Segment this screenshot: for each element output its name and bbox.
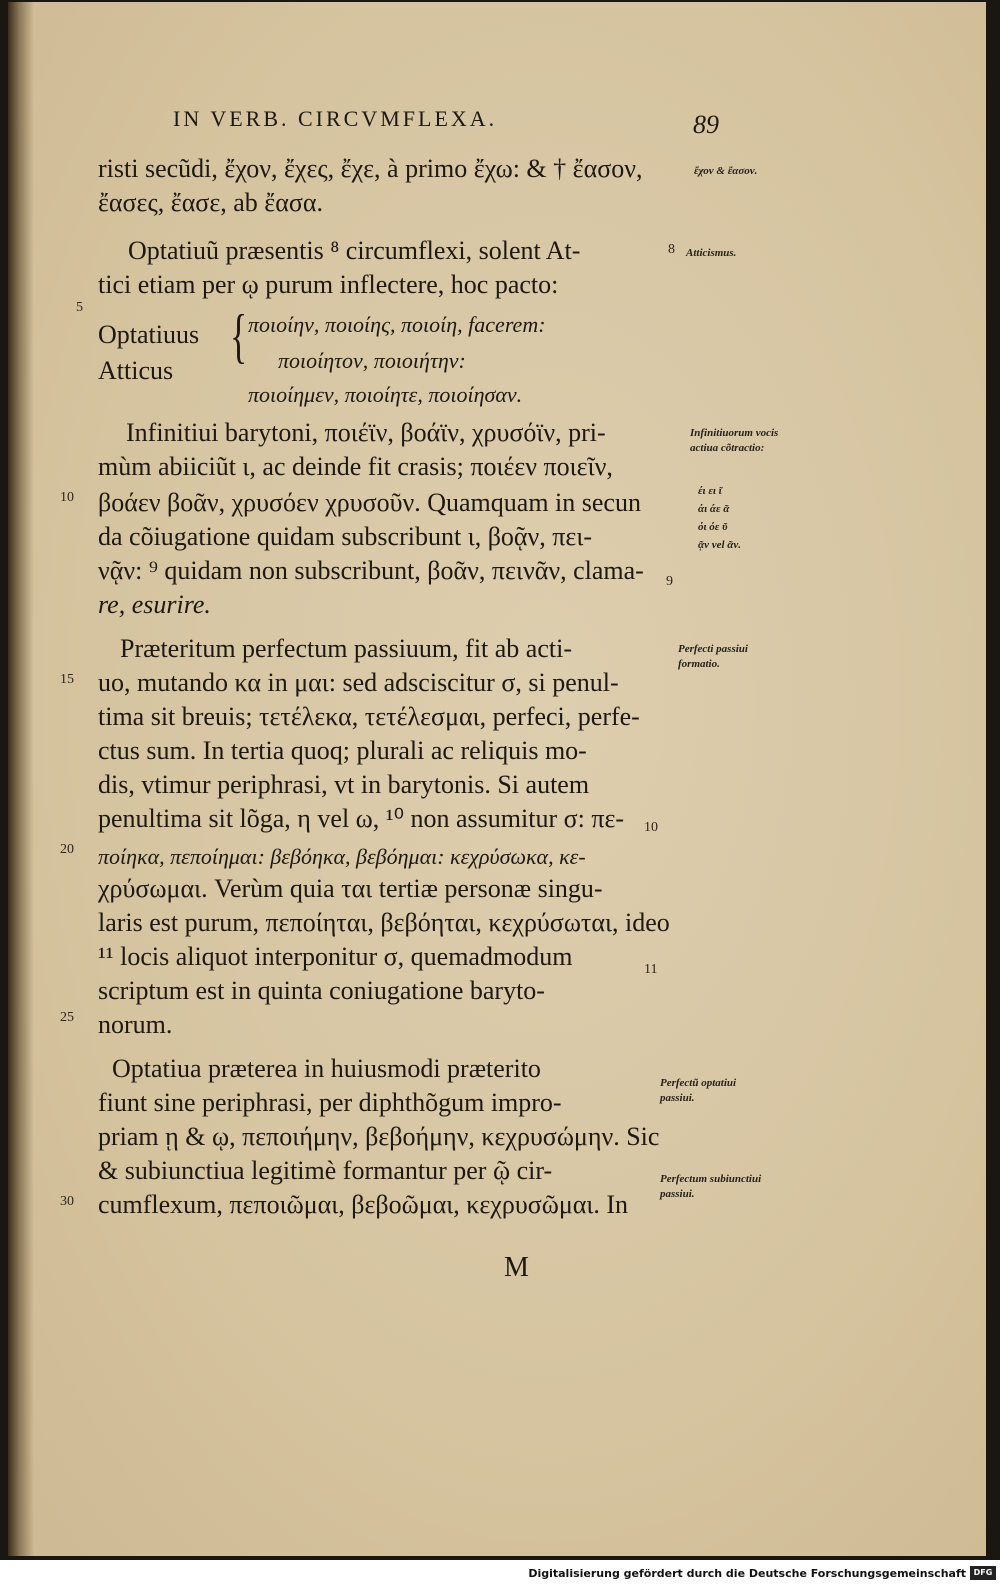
text-line-5: Infinitiui barytoni, ποιέϊν, βοάϊν, χρυσόϊν, pri- (126, 418, 606, 447)
text-line-18: χρύσωμαι. Verùm quia ται tertiæ personæ singu- (98, 874, 603, 903)
text-line-26: & subiunctiua legitimè formantur per ῷ cir- (98, 1156, 553, 1185)
text-line-12: uo, mutando κα in μαι: sed adsciscitur σ, si penul- (98, 668, 619, 697)
paradigm-row-3: ποιοίημεν, ποιοίητε, ποιοίησαν. (248, 382, 523, 407)
line-number-10: 10 (60, 490, 74, 505)
margin-note-10: Perfectum subiunctiui passiui. (660, 1173, 762, 1200)
line-number-15: 15 (60, 672, 74, 687)
dfg-logo-icon: DFG (970, 1566, 996, 1580)
text-line-22: norum. (98, 1010, 173, 1039)
margin-note-6: όι όε ῦ (698, 521, 728, 533)
text-line-25: priam ῃ & ῳ, πεποιήμην, βεβοήμην, κεχρυσώμην. Sic (98, 1122, 660, 1151)
paradigm-row-1: ποιοίην, ποιοίης, ποιοίη, facerem: (248, 312, 546, 337)
line-number-25: 25 (60, 1010, 74, 1025)
note-ref-10: 10 (644, 820, 658, 835)
text-line-8: da cõiugatione quidam subscribunt ι, βοᾷν, πει- (98, 522, 592, 551)
text-line-16: penultima sit lõga, η vel ω, ¹⁰ non assumitur σ: πε- (98, 804, 625, 833)
footer-credit: Digitalisierung gefördert durch die Deutsche Forschungsgemeinschaft (528, 1566, 966, 1580)
text-line-27: cumflexum, πεποιῶμαι, βεβοῶμαι, κεχρυσῶμαι. In (98, 1190, 629, 1219)
margin-note-2: Atticismus. (686, 247, 737, 259)
text-line-14: ctus sum. In tertia quoq; plurali ac reliquis mo- (98, 736, 587, 765)
text-line-10: re, esurire. (98, 590, 211, 619)
text-line-2: ἔασες, ἔασε, ab ἔασα. (98, 188, 323, 217)
text-line-15: dis, vtimur periphrasi, vt in barytonis. Si autem (98, 770, 590, 799)
paradigm-row-2: ποιοίητον, ποιοιήτην: (278, 348, 466, 373)
paradigm-label-1: Optatiuus (98, 320, 200, 349)
line-number-20: 20 (60, 842, 74, 857)
text-line-23: Optatiua præterea in huiusmodi præterito (112, 1054, 541, 1083)
margin-note-9: Perfectũ optatiui passiui. (660, 1077, 737, 1104)
margin-note-7: ᾷν vel ᾶν. (698, 539, 742, 551)
text-line-1: risti secũdi, ἔχον, ἔχες, ἔχε, à primo ἔχω: & † ἔασον, (98, 154, 643, 183)
text-line-7: βοάεν βοᾶν, χρυσόεν χρυσοῦν. Quamquam in secun (98, 488, 641, 517)
note-ref-11: 11 (644, 962, 658, 977)
text-line-20: ¹¹ locis aliquot interponitur σ, quemadmodum (98, 942, 573, 971)
margin-note-5: άι άε ᾶ (698, 503, 730, 515)
digitization-footer (528, 1564, 996, 1582)
catchword: M (504, 1252, 529, 1283)
margin-note-8: Perfecti passiui formatio. (678, 643, 748, 670)
text-line-4: tici etiam per ῳ purum inflectere, hoc pacto: (98, 270, 559, 299)
book-page (8, 2, 986, 1556)
text-line-19: laris est purum, πεποίηται, βεβόηται, κεχρύσωται, ideo (98, 908, 670, 937)
text-line-17: ποίηκα, πεποίημαι: βεβόηκα, βεβόημαι: κεχρύσωκα, κε- (98, 844, 586, 869)
text-line-24: fiunt sine periphrasi, per diphthõgum impro- (98, 1088, 562, 1117)
text-line-13: tima sit breuis; τετέλεκα, τετέλεσμαι, perfeci, perfe- (98, 702, 640, 731)
line-number-5: 5 (76, 300, 83, 315)
line-number-30: 30 (60, 1194, 74, 1209)
text-line-11: Præteritum perfectum passiuum, fit ab acti- (120, 634, 572, 663)
margin-note-3: Infinitiuorum vocis actiua cõtractio: (690, 427, 779, 454)
page-number: 89 (693, 110, 719, 139)
curly-brace: { (230, 303, 248, 369)
note-ref-8: 8 (668, 242, 675, 257)
text-line-21: scriptum est in quinta coniugatione baryto- (98, 976, 545, 1005)
margin-note-4: έι ει ῖ (698, 485, 722, 497)
note-ref-9: 9 (666, 574, 673, 589)
paradigm-label-2: Atticus (98, 356, 174, 385)
text-line-9: νᾷν: ⁹ quidam non subscribunt, βοᾶν, πεινᾶν, clama- (98, 556, 644, 585)
text-line-6: mùm abiiciũt ι, ac deinde fit crasis; ποιέεν ποιεῖν, (98, 452, 613, 481)
text-line-3: Optatiuũ præsentis ⁸ circumflexi, solent At- (128, 236, 581, 265)
margin-note-1: ἔχον & ἔασον. (694, 165, 758, 177)
running-head: IN VERB. CIRCVMFLEXA. (173, 106, 498, 131)
